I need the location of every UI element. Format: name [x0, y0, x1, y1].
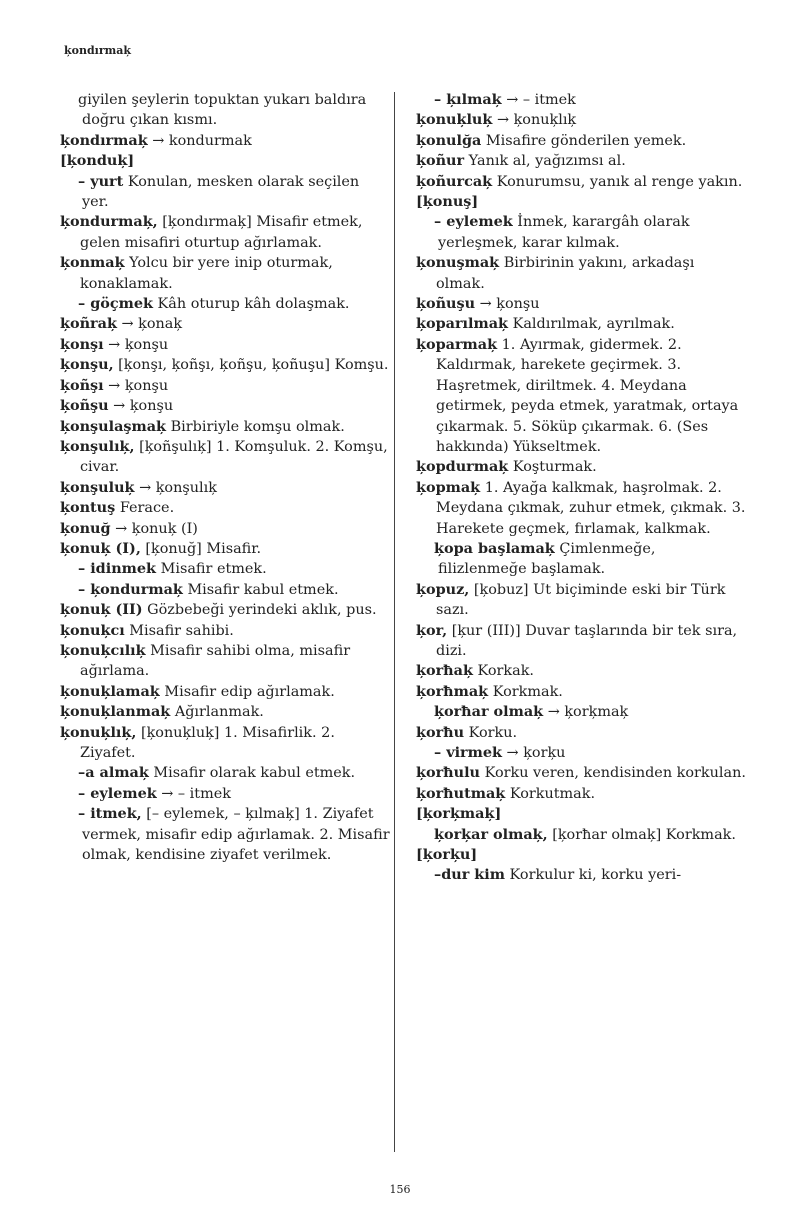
headword: ķorħar olmaķ: [434, 703, 544, 721]
definition: [ķonuğ] Misafir.: [140, 540, 262, 557]
dictionary-entry: [416, 192, 746, 212]
headword: ķonuşmaķ: [416, 254, 500, 272]
definition: Misafir etmek.: [156, 561, 267, 578]
definition: Misafir sahibi olma, misafir ağırlama.: [80, 642, 351, 680]
headword: [ķorķmaķ]: [416, 805, 502, 823]
running-header: ķondırmaķ: [64, 44, 132, 57]
definition: [ķondırmaķ] Misafir etmek, gelen misafiri oturtup ağırlamak.: [80, 214, 363, 251]
headword: ķoñraķ: [60, 315, 117, 333]
headword: ķonuķlanmaķ: [60, 703, 171, 721]
headword: ķorħaķ: [416, 662, 473, 680]
dictionary-entry: [60, 498, 390, 518]
dictionary-entry: [60, 478, 390, 498]
headword: ķontuş: [60, 499, 116, 517]
headword: ķonuķ (II): [60, 601, 143, 619]
headword: ķonşulaşmaķ: [60, 417, 167, 435]
definition: Misafire gönderilen yemek.: [481, 132, 687, 149]
definition: [ķobuz] Ut biçiminde eski bir Türk sazı.: [436, 581, 726, 619]
definition: → ķorķu: [501, 745, 566, 761]
headword: ķonşuluķ: [60, 478, 135, 496]
dictionary-entry: [60, 335, 390, 355]
definition: [ķoñşulıķ] 1. Komşuluk. 2. Komşu, civar.: [80, 438, 388, 476]
definition: Konulan, mesken olarak seçilen yer.: [82, 173, 360, 211]
headword: ķonuğ: [60, 519, 111, 537]
dictionary-entry: [416, 661, 746, 681]
dictionary-entry: [60, 723, 390, 764]
headword: ķonşu,: [60, 356, 114, 374]
dictionary-entry: [60, 600, 390, 620]
column-divider: [394, 92, 395, 1152]
dictionary-entry: [416, 294, 746, 314]
headword: ķoparılmaķ: [416, 315, 508, 333]
sub-entry: [60, 804, 390, 865]
left-column: [60, 90, 390, 865]
headword: ķonulğa: [416, 131, 482, 149]
definition: Korkak.: [472, 663, 534, 680]
headword: – ķılmaķ: [434, 91, 502, 108]
headword: ķonuķlamaķ: [60, 682, 160, 700]
headword: ķonuķlıķ,: [60, 723, 137, 741]
definition: İnmek, karargâh olarak yerleşmek, karar kılmak.: [438, 214, 690, 251]
definition: → ķonşulıķ: [134, 479, 217, 496]
definition: Birbirinin yakını, arkadaşı olmak.: [436, 255, 695, 292]
headword: – idinmek: [78, 560, 157, 578]
headword: ķonuķcı: [60, 621, 125, 639]
headword: ķoñur: [416, 152, 465, 170]
definition: → ķorķmaķ: [543, 704, 629, 721]
sub-entry: [60, 294, 390, 314]
dictionary-entry: [60, 131, 390, 151]
page-number: 156: [389, 1183, 411, 1196]
definition: Korkmak.: [488, 683, 563, 700]
sub-entry: [60, 559, 390, 579]
sub-entry: [60, 580, 390, 600]
definition: Birbiriyle komşu olmak.: [166, 418, 345, 435]
definition: Gözbebeği yerindeki aklık, pus.: [142, 602, 377, 619]
headword: ķorħulu: [416, 764, 481, 782]
headword: ķonuķ (I),: [60, 539, 141, 557]
dictionary-entry: [416, 314, 746, 334]
headword: – yurt: [78, 172, 124, 190]
definition: Çimlenmeğe, filizlenmeğe başlamak.: [438, 540, 656, 578]
sub-entry: [416, 212, 746, 253]
definition: Misafir kabul etmek.: [182, 581, 339, 598]
definition: → ķonaķ: [116, 316, 183, 333]
definition: Konurumsu, yanık al renge yakın.: [492, 173, 743, 190]
dictionary-entry: [60, 253, 390, 294]
headword: ķoparmaķ: [416, 335, 498, 353]
dictionary-entry: [60, 621, 390, 641]
headword: ķoñuşu: [416, 295, 476, 313]
definition: Misafir olarak kabul etmek.: [148, 765, 356, 782]
headword: ķopa başlamaķ: [434, 539, 555, 557]
headword: ķondırmaķ: [60, 131, 148, 149]
dictionary-entry: [60, 682, 390, 702]
sub-entry: [416, 539, 746, 580]
headword: ķondurmaķ,: [60, 213, 158, 231]
definition: Korku.: [464, 724, 518, 741]
dictionary-entry: [60, 396, 390, 416]
sub-entry: [416, 825, 746, 845]
dictionary-entry: [416, 784, 746, 804]
headword: ķorħu: [416, 723, 465, 741]
definition: 1. Ayağa kalkmak, haşrolmak. 2. Meydana çıkmak, zuhur etmek, çıkmak. 3. Harekete geçmek, fırlamak, kalkmak.: [436, 479, 746, 537]
definition: Koşturmak.: [508, 459, 597, 476]
sub-entry: [60, 172, 390, 213]
headword: ķor,: [416, 621, 448, 639]
headword: ķonşı: [60, 335, 104, 353]
dictionary-entry: [416, 723, 746, 743]
dictionary-entry: [416, 845, 746, 865]
definition: [ķonuķluķ] 1. Misafirlik. 2. Ziyafet.: [80, 724, 335, 761]
headword: ķonşulıķ,: [60, 437, 135, 455]
dictionary-entry: [416, 131, 746, 151]
headword: – ķondurmaķ: [78, 580, 183, 598]
sub-entry: [416, 90, 746, 110]
definition: → ķonşu: [108, 398, 174, 415]
dictionary-entry: [416, 110, 746, 130]
definition: → ķonşu: [103, 336, 169, 353]
dictionary-entry: [60, 519, 390, 539]
definition: Ağırlanmak.: [170, 704, 264, 721]
definition: → ķonşu: [475, 296, 540, 313]
headword: – göçmek: [78, 295, 153, 313]
definition: Yanık al, yağızımsı al.: [464, 153, 626, 170]
dictionary-entry: [416, 335, 746, 457]
definition: Korku veren, kendisinden korkulan.: [480, 765, 746, 782]
dictionary-entry: [416, 172, 746, 192]
dictionary-entry: [60, 641, 390, 682]
headword: – eylemek: [78, 784, 157, 802]
dictionary-entry: [60, 314, 390, 334]
headword: ķopmaķ: [416, 478, 481, 496]
headword: – eylemek: [434, 213, 513, 231]
definition: [ķorħar olmaķ] Korkmak.: [547, 826, 736, 843]
sub-entry: [60, 763, 390, 783]
headword: ķopdurmaķ: [416, 458, 509, 476]
definition: Kaldırılmak, ayrılmak.: [508, 316, 675, 333]
definition: → kondurmak: [147, 132, 252, 149]
headword: ķoñşu: [60, 397, 109, 415]
headword: ķoñurcaķ: [416, 172, 493, 190]
dictionary-entry: [416, 804, 746, 824]
headword: ķorķar olmaķ,: [434, 825, 548, 843]
sub-entry: [416, 865, 746, 885]
headword: –dur kim: [434, 866, 505, 884]
right-column: [416, 90, 746, 886]
definition: → ķonuķlıķ: [492, 112, 577, 129]
headword: –a almaķ: [78, 764, 149, 782]
dictionary-entry: [416, 682, 746, 702]
definition: Misafir edip ağırlamak.: [159, 683, 335, 700]
definition: 1. Ayırmak, gidermek. 2. Kaldırmak, harekete geçirmek. 3. Haşretmek, diriltmek. 4. Meydana getirmek, peyda etmek, yaratmak, ortaya çıkarmak. 5. Söküp çıkarmak. 6. (Ses hakkında) Yükseltmek.: [436, 336, 739, 455]
dictionary-entry: [416, 151, 746, 171]
dictionary-entry: [60, 212, 390, 253]
headword: ķorħmaķ: [416, 682, 489, 700]
headword: – itmek,: [78, 805, 142, 823]
headword: – virmek: [434, 744, 502, 761]
dictionary-entry: [60, 376, 390, 396]
definition: → – itmek: [156, 785, 231, 802]
definition: Kâh oturup kâh dolaşmak.: [152, 296, 350, 313]
definition: Korkutmak.: [505, 785, 596, 802]
headword: ķopuz,: [416, 580, 470, 598]
dictionary-entry: [416, 621, 746, 662]
headword: ķonuķluķ: [416, 111, 493, 129]
headword: ķonuķcılıķ: [60, 641, 146, 659]
dictionary-entry: [60, 437, 390, 478]
dictionary-entry: [416, 457, 746, 477]
headword: [ķorķu]: [416, 846, 478, 864]
dictionary-entry: [416, 763, 746, 783]
headword: [ķonduķ]: [60, 152, 135, 170]
definition: Yolcu bir yere inip oturmak, konaklamak.: [80, 255, 333, 292]
dictionary-entry: [416, 478, 746, 539]
sub-entry: [60, 784, 390, 804]
sub-entry: [60, 90, 390, 131]
definition: Ferace.: [115, 500, 175, 517]
dictionary-entry: [60, 355, 390, 375]
dictionary-entry: [60, 702, 390, 722]
definition: Korkulur ki, korku yeri-: [504, 867, 682, 884]
dictionary-entry: [60, 539, 390, 559]
sub-entry: [416, 743, 746, 763]
dictionary-entry: [416, 253, 746, 294]
definition: [ķur (III)] Duvar taşlarında bir tek sıra, dizi.: [436, 622, 738, 659]
sub-entry: [416, 702, 746, 722]
definition: → ķonşu: [103, 377, 169, 394]
dictionary-entry: [416, 580, 746, 621]
headword: ķoñşı: [60, 376, 104, 394]
headword: [ķonuş]: [416, 193, 479, 211]
headword: ķonmaķ: [60, 254, 125, 272]
definition: Misafir sahibi.: [124, 622, 234, 639]
definition: → ķonuķ (I): [110, 520, 198, 537]
definition: [ķonşı, ķoñşı, ķoñşu, ķoñuşu] Komşu.: [113, 357, 389, 374]
definition: giyilen şeylerin topuktan yukarı baldıra doğru çıkan kısmı.: [78, 92, 367, 129]
dictionary-entry: [60, 417, 390, 437]
definition: [– eylemek, – ķılmaķ] 1. Ziyafet vermek, misafir edip ağırlamak. 2. Misafir olmak, kendisine ziyafet verilmek.: [82, 806, 390, 864]
dictionary-entry: [60, 151, 390, 171]
definition: → – itmek: [501, 92, 576, 108]
headword: ķorħutmaķ: [416, 784, 506, 802]
